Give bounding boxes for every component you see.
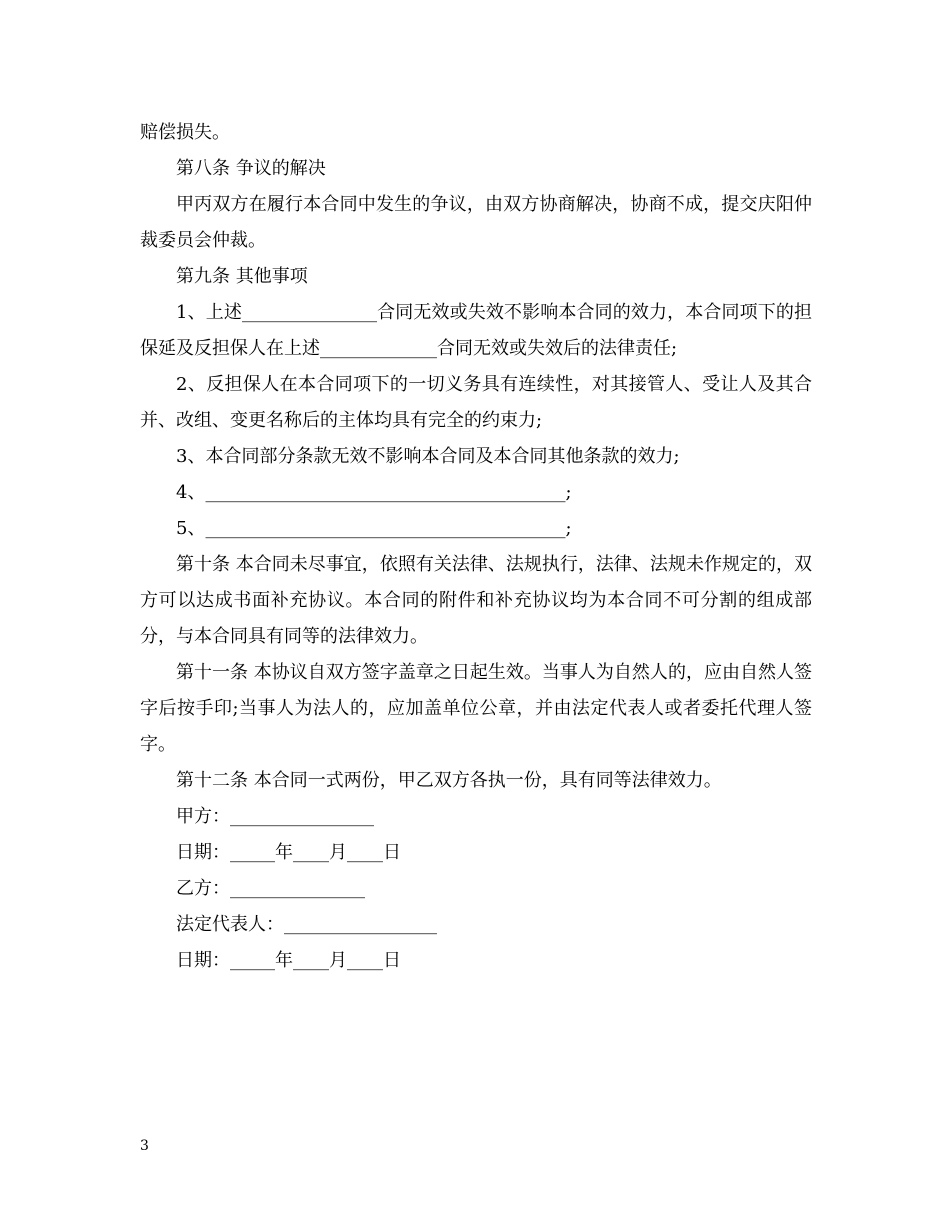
legal-representative-line: 法定代表人：_________________ xyxy=(176,914,437,935)
article-8-heading: 第八条 争议的解决 xyxy=(176,158,326,179)
party-b-date-line: 日期：_____年____月____日 xyxy=(176,950,401,971)
article-9-item-5: 5、________________________________________; xyxy=(176,518,572,539)
party-a-date-line: 日期：_____年____月____日 xyxy=(176,842,401,863)
contract-body xyxy=(140,115,812,979)
article-10-text: 第十条 本合同未尽事宜，依照有关法律、法规执行，法律、法规未作规定的，双方可以达成书面补充协议。本合同的附件和补充协议均为本合同不可分割的组成部分，与本合同具有同等的法律效力。 xyxy=(140,554,812,647)
article-9-item-2: 2、反担保人在本合同项下的一切义务具有连续性，对其接管人、受让人及其合并、改组、变更名称后的主体均具有完全的约束力; xyxy=(140,374,812,431)
article-9-item-4: 4、________________________________________; xyxy=(176,482,572,503)
party-a-signature-line: 甲方：________________ xyxy=(176,806,374,827)
party-b-signature-line: 乙方：_______________ xyxy=(176,878,365,899)
page-number: 3 xyxy=(140,1138,149,1154)
article-8-text: 甲丙双方在履行本合同中发生的争议，由双方协商解决，协商不成，提交庆阳仲裁委员会仲裁。 xyxy=(140,194,812,251)
article-9-item-1: 1、上述_______________合同无效或失效不影响本合同的效力，本合同项下的担保延及反担保人在上述_____________合同无效或失效后的法律责任; xyxy=(140,302,812,359)
article-12-text: 第十二条 本合同一式两份，甲乙双方各执一份，具有同等法律效力。 xyxy=(176,770,722,791)
article-11-text: 第十一条 本协议自双方签字盖章之日起生效。当事人为自然人的，应由自然人签字后按手印;当事人为法人的，应加盖单位公章，并由法定代表人或者委托代理人签字。 xyxy=(140,662,812,755)
article-9-heading: 第九条 其他事项 xyxy=(176,266,308,287)
paragraph-continuation: 赔偿损失。 xyxy=(140,122,230,143)
article-9-item-3: 3、本合同部分条款无效不影响本合同及本合同其他条款的效力; xyxy=(176,446,680,467)
